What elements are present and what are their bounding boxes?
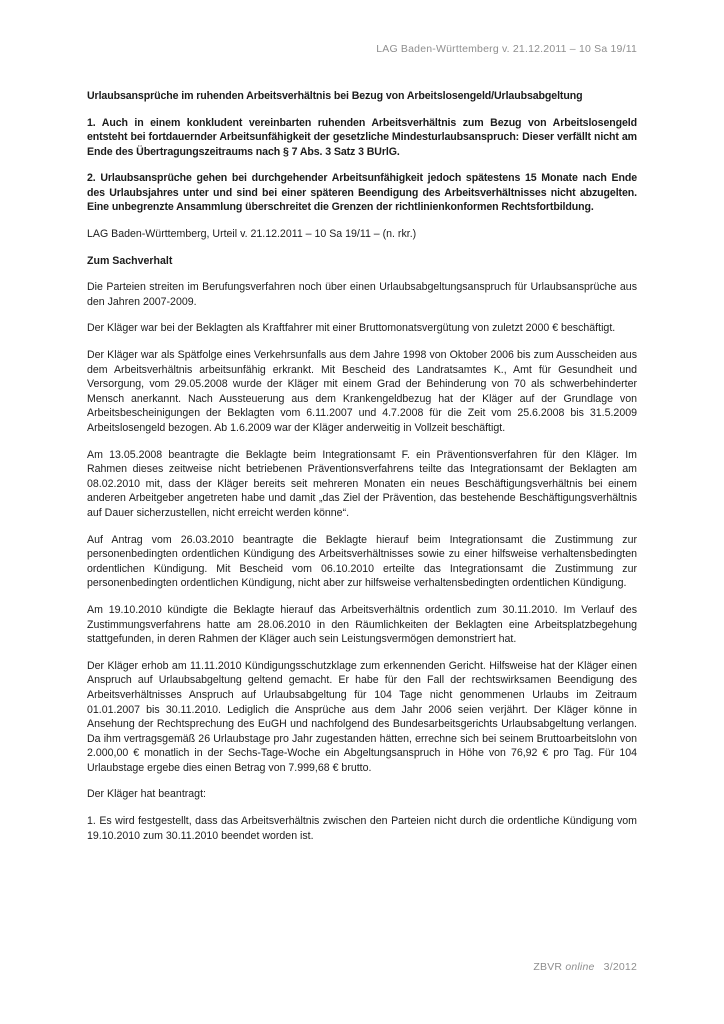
claimant-request-intro: Der Kläger hat beantragt:: [87, 788, 206, 801]
paragraph-illness-history: Der Kläger war als Spätfolge eines Verkehrsunfalls aus dem Jahre 1998 von Oktober 2006 bis zum Ausscheiden aus dem Arbeitsverhältnis arbeitsunfähig erkrankt. Mit Bescheid des Landratsamtes K., Amt für Gesundheit und Versorgung, vom 29.05.2008 wurde der Kläger mit einem Grad der Behinderung von 70 als schwerbehinderter Mensch anerkannt. Nach Aussteuerung aus dem Krankengeldbezug hat der Kläger auf der Grundlage von Arbeitsbescheinigungen der Beklagten vom 6.11.2007 und 4.7.2008 für die Zeit vom 25.6.2008 bis 31.5.2009 Arbeitslosengeld bezogen. Ab 1.6.2009 war der Kläger anderweitig in Vollzeit beschäftigt.: [87, 349, 637, 434]
paragraph-dispute-subject: Die Parteien streiten im Berufungsverfahren noch über einen Urlaubsabgeltungsanspruch für Urlaubsansprüche aus den Jahren 2007-2009.: [87, 281, 637, 308]
journal-issue: 3/2012: [603, 961, 637, 973]
paragraph-lawsuit-and-claim-calculation: Der Kläger erhob am 11.11.2010 Kündigungsschutzklage zum erkennenden Gericht. Hilfsweise hat der Kläger einen Anspruch auf Urlaubsabgeltung geltend gemacht. Er habe für den Fall der rechtswirksamen Beendigung des Arbeitsverhältnisses Anspruch auf Urlaubsabgeltung für 104 Tage nicht genommenen Urlaubs im Zeitraum 01.01.2007 bis 30.11.2010. Lediglich die Ansprüche aus dem Jahr 2006 seien verjährt. Der Kläger könne in Ansehung der Rechtsprechung des EuGH und nachfolgend des Bundesarbeitsgerichts Urlaubsabgeltung verlangen. Da ihm vertragsgemäß 26 Urlaubstage pro Jahr zugestanden hätten, errechne sich bei seinem Bruttoarbeitslohn von 2.000,00 € monatlich in der Sechs-Tage-Woche ein Abgeltungsanspruch in Höhe von 76,92 € pro Tag. Für 104 Urlaubstage ergebe dies einen Betrag von 7.999,68 € brutto.: [87, 659, 637, 774]
paragraph-prevention-procedure: Am 13.05.2008 beantragte die Beklagte beim Integrationsamt F. ein Präventionsverfahren für den Kläger. Im Rahmen dieses zeitweise nicht betriebenen Präventionsverfahrens teilte das Integrationsamt der Beklagten am 08.02.2010 mit, dass der Kläger bereits seit mehreren Monaten ein neues Beschäftigungsverhältnis bei einem anderen Arbeitgeber angetreten habe und damit „das Ziel der Prävention, das bestehende Beschäftigungsverhältnis auf Dauer sicherzustellen, nicht erreicht werden könne“.: [87, 448, 637, 519]
document-title: Urlaubsansprüche im ruhenden Arbeitsverhältnis bei Bezug von Arbeitslosengeld/Urlaubsabgeltung: [87, 90, 583, 102]
paragraph-termination: Am 19.10.2010 kündigte die Beklagte hierauf das Arbeitsverhältnis ordentlich zum 30.11.2010. Im Verlauf des Zustimmungsverfahrens hatte am 28.06.2010 in den Räumlichkeiten der Beklagten eine Arbeitsplatzbegehung stattgefunden, in deren Rahmen der Kläger auch sein Leistungsvermögen demonstriert hat.: [87, 603, 637, 646]
page-header-case-reference: LAG Baden-Württemberg v. 21.12.2011 – 10 Sa 19/11: [376, 43, 637, 55]
headnote-1: 1. Auch in einem konkludent vereinbarten ruhenden Arbeitsverhältnis zum Bezug von Arbeitslosengeld entsteht bei fortdauernder Arbeitsunfähigkeit der gesetzliche Mindesturlaubsanspruch: Dieser verfällt nicht am Ende des Übertragungszeitraums nach § 7 Abs. 3 Satz 3 BUrlG.: [87, 116, 637, 158]
judgment-citation: LAG Baden-Württemberg, Urteil v. 21.12.2011 – 10 Sa 19/11 – (n. rkr.): [87, 228, 417, 241]
paragraph-integration-office-consent: Auf Antrag vom 26.03.2010 beantragte die Beklagte hierauf beim Integrationsamt die Zustimmung zur personenbedingten ordentlichen Kündigung des Arbeitsverhältnisses sowie zu einer hilfsweise verhaltensbedingten ordentlichen Kündigung. Mit Bescheid vom 06.10.2010 erteilte das Integrationsamt die Zustimmung zur personenbedingten ordentlichen Kündigung, nicht aber zur hilfsweise verhaltensbedingten ordentlichen Kündigung.: [87, 533, 637, 590]
headnote-2: 2. Urlaubsansprüche gehen bei durchgehender Arbeitsunfähigkeit jedoch spätestens 15 Monate nach Ende des Urlaubsjahres unter und sind bei einer späteren Beendigung des Arbeitsverhältnisses nicht abzugelten. Eine unbegrenzte Ansammlung überschreitet die Grenzen der richtlinienkonformen Rechtsfortbildung.: [87, 172, 637, 214]
journal-edition: online: [565, 961, 595, 973]
section-heading-sachverhalt: Zum Sachverhalt: [87, 254, 173, 267]
journal-footer: [87, 961, 637, 973]
journal-name: ZBVR: [533, 961, 563, 973]
claimant-request-item-1: 1. Es wird festgestellt, dass das Arbeitsverhältnis zwischen den Parteien nicht durch die ordentliche Kündigung vom 19.10.2010 zum 30.11.2010 beendet worden ist.: [87, 815, 637, 842]
paragraph-employment-details: Der Kläger war bei der Beklagten als Kraftfahrer mit einer Bruttomonatsvergütung von zuletzt 2000 € beschäftigt.: [87, 322, 616, 335]
document-content: [87, 43, 637, 843]
